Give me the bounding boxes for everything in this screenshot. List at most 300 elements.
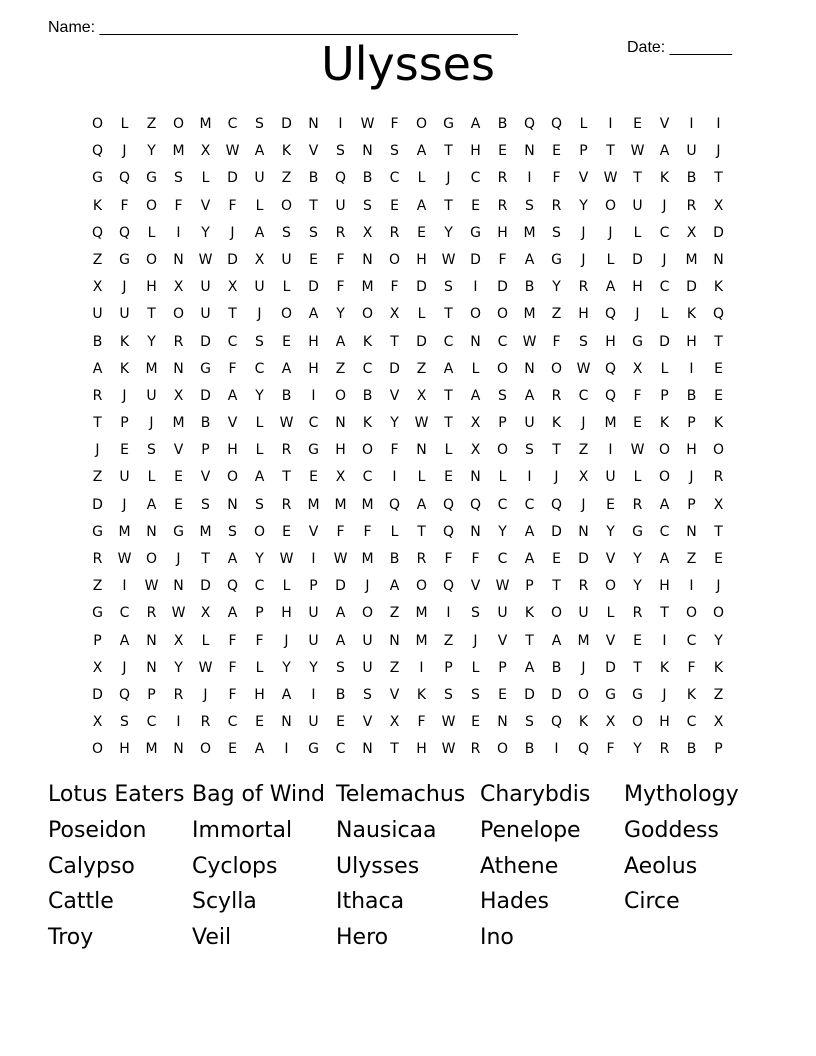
grid-letter[interactable]: V (470, 578, 481, 595)
grid-letter[interactable]: F (390, 116, 399, 132)
grid-letter[interactable]: Q (604, 360, 617, 377)
grid-letter[interactable]: E (552, 551, 561, 567)
grid-letter[interactable]: P (714, 741, 723, 758)
grid-letter[interactable]: B (200, 415, 211, 432)
grid-letter[interactable]: I (446, 605, 451, 622)
grid-letter[interactable]: T (444, 387, 453, 404)
grid-letter[interactable]: H (146, 279, 157, 296)
grid-letter[interactable]: O (415, 578, 428, 595)
grid-letter[interactable]: V (200, 469, 211, 486)
grid-letter[interactable]: W (630, 442, 645, 459)
grid-letter[interactable]: X (578, 469, 589, 486)
grid-letter[interactable]: Q (442, 578, 455, 595)
grid-letter[interactable]: D (713, 224, 724, 241)
grid-letter[interactable]: E (606, 496, 615, 513)
grid-letter[interactable]: J (716, 578, 721, 595)
grid-letter[interactable]: Y (498, 523, 507, 540)
grid-letter[interactable]: P (498, 415, 507, 432)
grid-letter[interactable]: M (361, 551, 374, 567)
grid-letter[interactable]: N (470, 523, 481, 540)
grid-letter[interactable]: O (280, 197, 293, 214)
grid-letter[interactable]: S (363, 197, 372, 214)
grid-letter[interactable]: Y (552, 279, 561, 296)
grid-letter[interactable]: J (230, 224, 235, 241)
grid-letter[interactable]: D (92, 496, 103, 513)
grid-letter[interactable]: M (307, 496, 320, 513)
grid-letter[interactable]: U (632, 197, 643, 214)
grid-letter[interactable]: J (149, 415, 154, 432)
grid-letter[interactable]: A (119, 632, 130, 649)
grid-letter[interactable]: R (173, 333, 184, 350)
grid-letter[interactable]: D (416, 279, 427, 296)
grid-letter[interactable]: T (525, 632, 534, 649)
grid-letter[interactable]: C (254, 578, 265, 595)
grid-letter[interactable]: O (550, 605, 563, 622)
grid-letter[interactable]: C (227, 714, 238, 731)
grid-letter[interactable]: D (524, 686, 535, 703)
grid-letter[interactable]: K (686, 306, 697, 323)
grid-letter[interactable]: X (713, 197, 724, 214)
grid-letter[interactable]: H (497, 224, 508, 241)
grid-letter[interactable]: E (255, 714, 264, 731)
grid-letter[interactable]: Z (416, 360, 427, 377)
grid-letter[interactable]: U (362, 659, 373, 676)
grid-letter[interactable]: K (686, 686, 697, 703)
grid-letter[interactable]: R (632, 496, 643, 513)
grid-letter[interactable]: R (281, 442, 292, 459)
grid-letter[interactable]: D (551, 523, 562, 540)
grid-letter[interactable]: C (497, 496, 508, 513)
grid-letter[interactable]: H (605, 333, 616, 350)
grid-letter[interactable]: Q (550, 714, 563, 731)
grid-letter[interactable]: J (581, 659, 586, 676)
grid-letter[interactable]: W (333, 551, 348, 567)
grid-letter[interactable]: I (284, 741, 289, 758)
grid-letter[interactable]: Y (309, 659, 318, 676)
grid-letter[interactable]: X (335, 469, 346, 486)
grid-letter[interactable]: Y (255, 387, 264, 404)
grid-letter[interactable]: B (524, 279, 535, 296)
grid-letter[interactable]: D (632, 251, 643, 268)
grid-letter[interactable]: A (659, 496, 670, 513)
grid-letter[interactable]: L (471, 659, 480, 676)
grid-letter[interactable]: S (471, 686, 480, 703)
grid-letter[interactable]: S (525, 442, 534, 459)
grid-letter[interactable]: L (417, 306, 426, 323)
grid-letter[interactable]: U (308, 632, 319, 649)
grid-letter[interactable]: T (93, 415, 102, 432)
grid-letter[interactable]: S (309, 224, 318, 241)
grid-letter[interactable]: O (91, 741, 104, 758)
grid-letter[interactable]: E (552, 143, 561, 160)
grid-letter[interactable]: E (417, 224, 426, 241)
grid-letter[interactable]: M (523, 224, 536, 241)
grid-letter[interactable]: C (227, 116, 238, 132)
grid-letter[interactable]: D (92, 686, 103, 703)
grid-letter[interactable]: F (228, 659, 237, 676)
grid-letter[interactable]: D (308, 279, 319, 296)
grid-letter[interactable]: P (201, 442, 210, 459)
grid-letter[interactable]: K (659, 170, 670, 187)
grid-letter[interactable]: W (522, 333, 537, 350)
grid-letter[interactable]: I (392, 469, 397, 486)
grid-letter[interactable]: Y (714, 632, 723, 649)
grid-letter[interactable]: M (415, 632, 428, 649)
grid-letter[interactable]: G (308, 442, 319, 459)
grid-letter[interactable]: T (714, 523, 723, 540)
grid-letter[interactable]: A (254, 469, 265, 486)
grid-letter[interactable]: X (227, 279, 238, 296)
grid-letter[interactable]: I (176, 714, 181, 731)
grid-letter[interactable]: M (118, 523, 131, 540)
grid-letter[interactable]: L (255, 659, 264, 676)
grid-letter[interactable]: U (146, 387, 157, 404)
grid-letter[interactable]: O (685, 605, 698, 622)
grid-letter[interactable]: F (390, 279, 399, 296)
grid-letter[interactable]: I (473, 279, 478, 296)
grid-letter[interactable]: L (444, 442, 453, 459)
grid-letter[interactable]: Y (147, 143, 156, 160)
grid-letter[interactable]: K (524, 605, 535, 622)
grid-letter[interactable]: O (361, 442, 374, 459)
grid-letter[interactable]: W (198, 251, 213, 268)
grid-letter[interactable]: A (146, 496, 157, 513)
grid-letter[interactable]: C (146, 714, 157, 731)
grid-letter[interactable]: N (335, 415, 346, 432)
grid-letter[interactable]: E (471, 197, 480, 214)
grid-letter[interactable]: G (92, 170, 103, 187)
grid-letter[interactable]: I (419, 659, 424, 676)
grid-letter[interactable]: O (550, 360, 563, 377)
grid-letter[interactable]: Y (633, 551, 642, 567)
grid-letter[interactable]: U (254, 170, 265, 187)
grid-letter[interactable]: G (146, 170, 157, 187)
grid-letter[interactable]: G (605, 686, 616, 703)
grid-letter[interactable]: N (227, 496, 238, 513)
grid-letter[interactable]: C (497, 551, 508, 567)
grid-letter[interactable]: D (416, 333, 427, 350)
grid-letter[interactable]: W (441, 251, 456, 268)
grid-letter[interactable]: O (172, 306, 185, 323)
grid-letter[interactable]: K (713, 279, 724, 296)
grid-letter[interactable]: D (281, 116, 292, 132)
grid-letter[interactable]: K (659, 659, 670, 676)
grid-letter[interactable]: R (578, 578, 589, 595)
grid-letter[interactable]: L (471, 360, 480, 377)
grid-letter[interactable]: K (362, 333, 373, 350)
grid-letter[interactable]: F (633, 387, 642, 404)
grid-letter[interactable]: Q (550, 116, 563, 132)
grid-letter[interactable]: E (390, 197, 399, 214)
grid-letter[interactable]: P (309, 578, 318, 595)
grid-letter[interactable]: D (227, 170, 238, 187)
grid-letter[interactable]: K (578, 714, 589, 731)
grid-letter[interactable]: H (686, 442, 697, 459)
grid-letter[interactable]: W (441, 741, 456, 758)
grid-letter[interactable]: D (605, 659, 616, 676)
grid-letter[interactable]: C (497, 333, 508, 350)
grid-letter[interactable]: E (633, 632, 642, 649)
grid-letter[interactable]: P (660, 387, 669, 404)
grid-letter[interactable]: B (335, 686, 346, 703)
grid-letter[interactable]: A (524, 387, 535, 404)
grid-letter[interactable]: O (172, 116, 185, 132)
grid-letter[interactable]: H (335, 442, 346, 459)
grid-letter[interactable]: P (498, 659, 507, 676)
grid-letter[interactable]: L (255, 197, 264, 214)
grid-letter[interactable]: G (308, 741, 319, 758)
grid-letter[interactable]: O (280, 306, 293, 323)
grid-letter[interactable]: K (119, 360, 130, 377)
grid-letter[interactable]: V (362, 714, 373, 731)
grid-letter[interactable]: J (662, 251, 667, 268)
grid-letter[interactable]: O (577, 686, 590, 703)
grid-letter[interactable]: S (174, 170, 183, 187)
grid-letter[interactable]: A (551, 632, 562, 649)
grid-letter[interactable]: E (714, 551, 723, 567)
grid-letter[interactable]: B (524, 741, 535, 758)
grid-letter[interactable]: Q (91, 224, 104, 241)
grid-letter[interactable]: S (579, 333, 588, 350)
grid-letter[interactable]: P (444, 659, 453, 676)
grid-letter[interactable]: L (147, 469, 156, 486)
grid-letter[interactable]: M (604, 415, 617, 432)
grid-letter[interactable]: T (444, 415, 453, 432)
grid-letter[interactable]: O (631, 714, 644, 731)
grid-letter[interactable]: G (92, 605, 103, 622)
grid-letter[interactable]: Z (92, 469, 103, 486)
grid-letter[interactable]: G (200, 360, 211, 377)
grid-letter[interactable]: R (92, 387, 103, 404)
grid-letter[interactable]: T (228, 306, 237, 323)
grid-letter[interactable]: N (416, 442, 427, 459)
grid-letter[interactable]: D (686, 279, 697, 296)
grid-letter[interactable]: J (662, 686, 667, 703)
grid-letter[interactable]: D (470, 251, 481, 268)
grid-letter[interactable]: S (444, 279, 453, 296)
grid-letter[interactable]: C (443, 333, 454, 350)
grid-letter[interactable]: R (416, 551, 427, 567)
grid-letter[interactable]: L (633, 469, 642, 486)
grid-letter[interactable]: R (92, 551, 103, 567)
grid-letter[interactable]: W (576, 360, 591, 377)
grid-letter[interactable]: S (228, 523, 237, 540)
grid-letter[interactable]: W (279, 415, 294, 432)
grid-letter[interactable]: Q (334, 170, 347, 187)
grid-letter[interactable]: F (336, 251, 345, 268)
grid-letter[interactable]: S (255, 116, 264, 132)
grid-letter[interactable]: V (308, 143, 319, 160)
grid-letter[interactable]: U (362, 632, 373, 649)
grid-letter[interactable]: J (473, 632, 478, 649)
grid-letter[interactable]: I (689, 360, 694, 377)
grid-letter[interactable]: W (495, 578, 510, 595)
grid-letter[interactable]: Y (390, 415, 399, 432)
grid-letter[interactable]: F (228, 197, 237, 214)
grid-letter[interactable]: F (228, 360, 237, 377)
grid-letter[interactable]: Q (118, 170, 131, 187)
grid-letter[interactable]: F (363, 523, 372, 540)
grid-letter[interactable]: B (551, 659, 562, 676)
grid-letter[interactable]: A (416, 197, 427, 214)
grid-letter[interactable]: A (659, 551, 670, 567)
grid-letter[interactable]: C (686, 714, 697, 731)
grid-letter[interactable]: L (417, 469, 426, 486)
grid-letter[interactable]: W (144, 578, 159, 595)
grid-letter[interactable]: I (527, 469, 532, 486)
grid-letter[interactable]: R (578, 279, 589, 296)
grid-letter[interactable]: C (254, 360, 265, 377)
grid-letter[interactable]: R (146, 605, 157, 622)
grid-letter[interactable]: S (552, 224, 561, 241)
grid-letter[interactable]: A (335, 632, 346, 649)
grid-letter[interactable]: C (578, 387, 589, 404)
grid-letter[interactable]: U (119, 469, 130, 486)
grid-letter[interactable]: O (145, 551, 158, 567)
grid-letter[interactable]: M (172, 143, 185, 160)
grid-letter[interactable]: T (444, 197, 453, 214)
grid-letter[interactable]: C (659, 523, 670, 540)
grid-letter[interactable]: U (308, 605, 319, 622)
grid-letter[interactable]: F (390, 442, 399, 459)
grid-letter[interactable]: J (365, 578, 370, 595)
grid-letter[interactable]: J (716, 143, 721, 160)
grid-letter[interactable]: G (470, 224, 481, 241)
grid-letter[interactable]: F (552, 170, 561, 187)
grid-letter[interactable]: L (498, 469, 507, 486)
grid-letter[interactable]: O (604, 578, 617, 595)
grid-letter[interactable]: V (389, 387, 400, 404)
grid-letter[interactable]: K (659, 415, 670, 432)
grid-letter[interactable]: O (91, 116, 104, 132)
grid-letter[interactable]: X (713, 714, 724, 731)
grid-letter[interactable]: X (632, 360, 643, 377)
grid-letter[interactable]: J (122, 279, 127, 296)
grid-letter[interactable]: U (254, 279, 265, 296)
grid-letter[interactable]: Q (577, 741, 590, 758)
grid-letter[interactable]: N (686, 523, 697, 540)
grid-letter[interactable]: U (281, 251, 292, 268)
grid-letter[interactable]: L (633, 224, 642, 241)
grid-letter[interactable]: J (446, 170, 451, 187)
grid-letter[interactable]: N (389, 632, 400, 649)
grid-letter[interactable]: A (470, 387, 481, 404)
grid-letter[interactable]: N (713, 251, 724, 268)
grid-letter[interactable]: Q (226, 578, 239, 595)
grid-letter[interactable]: B (362, 170, 373, 187)
grid-letter[interactable]: S (390, 143, 399, 160)
grid-letter[interactable]: G (632, 523, 643, 540)
grid-letter[interactable]: P (255, 605, 264, 622)
grid-letter[interactable]: X (200, 605, 211, 622)
grid-letter[interactable]: F (606, 741, 615, 758)
grid-letter[interactable]: B (686, 741, 697, 758)
grid-letter[interactable]: F (174, 197, 183, 214)
grid-letter[interactable]: E (228, 741, 237, 758)
grid-letter[interactable]: W (171, 605, 186, 622)
grid-letter[interactable]: E (498, 686, 507, 703)
grid-letter[interactable]: F (228, 632, 237, 649)
grid-letter[interactable]: F (687, 659, 696, 676)
grid-letter[interactable]: M (172, 415, 185, 432)
grid-letter[interactable]: L (255, 415, 264, 432)
grid-letter[interactable]: Z (578, 442, 589, 459)
grid-letter[interactable]: K (119, 333, 130, 350)
grid-letter[interactable]: O (415, 116, 428, 132)
grid-letter[interactable]: Q (604, 387, 617, 404)
grid-letter[interactable]: N (173, 251, 184, 268)
grid-letter[interactable]: L (417, 170, 426, 187)
grid-letter[interactable]: V (173, 442, 184, 459)
grid-letter[interactable]: G (119, 251, 130, 268)
grid-letter[interactable]: M (685, 251, 698, 268)
grid-letter[interactable]: N (524, 143, 535, 160)
grid-letter[interactable]: V (497, 632, 508, 649)
grid-letter[interactable]: X (605, 714, 616, 731)
grid-letter[interactable]: Z (389, 605, 400, 622)
grid-letter[interactable]: S (255, 333, 264, 350)
grid-letter[interactable]: A (470, 116, 481, 132)
grid-letter[interactable]: H (659, 714, 670, 731)
grid-letter[interactable]: A (281, 360, 292, 377)
grid-letter[interactable]: H (308, 360, 319, 377)
grid-letter[interactable]: A (335, 333, 346, 350)
grid-letter[interactable]: T (282, 469, 291, 486)
grid-letter[interactable]: F (498, 251, 507, 268)
grid-letter[interactable]: Z (335, 360, 346, 377)
grid-letter[interactable]: X (173, 632, 184, 649)
grid-letter[interactable]: S (282, 224, 291, 241)
grid-letter[interactable]: E (120, 442, 129, 459)
grid-letter[interactable]: J (689, 469, 694, 486)
grid-letter[interactable]: F (120, 197, 129, 214)
grid-letter[interactable]: S (498, 387, 507, 404)
grid-letter[interactable]: V (605, 632, 616, 649)
grid-letter[interactable]: A (254, 741, 265, 758)
grid-letter[interactable]: X (362, 224, 373, 241)
grid-letter[interactable]: N (470, 333, 481, 350)
grid-letter[interactable]: H (281, 605, 292, 622)
grid-letter[interactable]: K (713, 659, 724, 676)
grid-letter[interactable]: Z (551, 306, 562, 323)
grid-letter[interactable]: M (361, 496, 374, 513)
grid-letter[interactable]: U (605, 469, 616, 486)
grid-letter[interactable]: A (524, 659, 535, 676)
grid-letter[interactable]: I (176, 224, 181, 241)
grid-letter[interactable]: B (686, 170, 697, 187)
grid-letter[interactable]: H (308, 333, 319, 350)
grid-letter[interactable]: G (551, 251, 562, 268)
grid-letter[interactable]: A (659, 143, 670, 160)
grid-letter[interactable]: V (389, 686, 400, 703)
grid-letter[interactable]: A (389, 578, 400, 595)
grid-letter[interactable]: D (200, 578, 211, 595)
grid-letter[interactable]: T (201, 551, 210, 567)
grid-letter[interactable]: I (662, 632, 667, 649)
grid-letter[interactable]: Y (444, 224, 453, 241)
grid-letter[interactable]: O (658, 442, 671, 459)
grid-letter[interactable]: F (228, 686, 237, 703)
grid-letter[interactable]: C (659, 279, 670, 296)
grid-letter[interactable]: W (279, 551, 294, 567)
grid-letter[interactable]: F (336, 279, 345, 296)
grid-letter[interactable]: A (443, 360, 454, 377)
grid-letter[interactable]: N (146, 632, 157, 649)
grid-letter[interactable]: C (686, 632, 697, 649)
grid-letter[interactable]: P (120, 415, 129, 432)
grid-letter[interactable]: E (633, 415, 642, 432)
grid-letter[interactable]: J (95, 442, 100, 459)
